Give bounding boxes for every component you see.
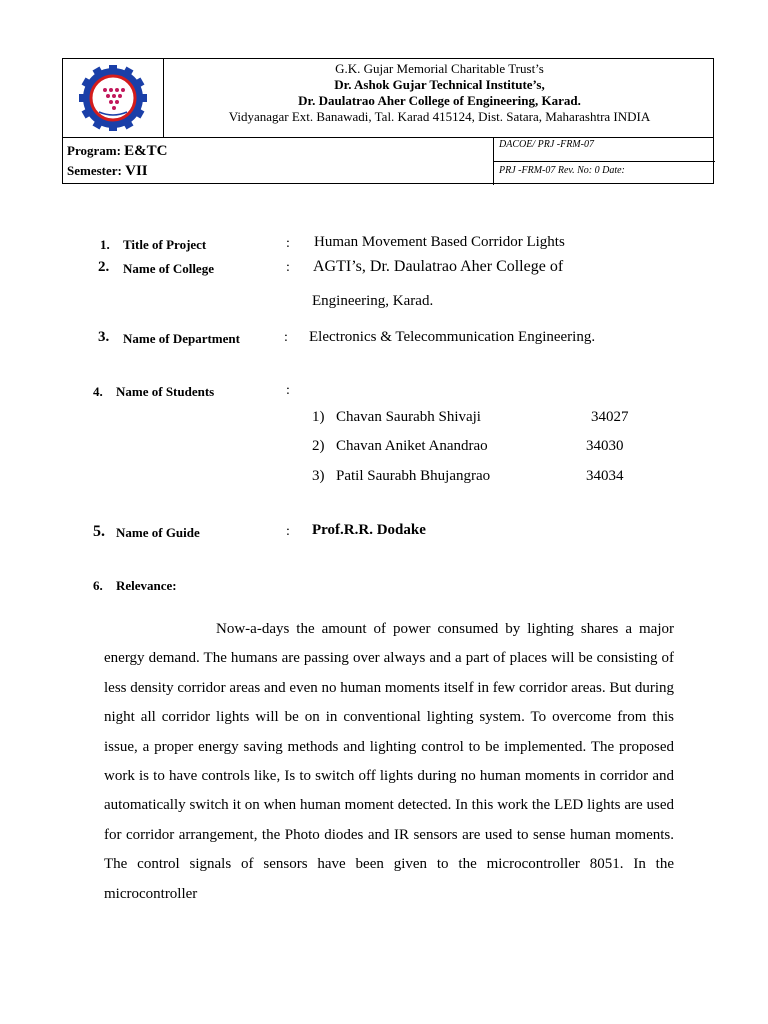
field-label-relevance: Relevance:	[116, 578, 177, 593]
guide-name: Prof.R.R. Dodake	[312, 522, 426, 538]
field-colon: :	[286, 236, 290, 251]
program-label: Program:	[67, 143, 121, 158]
relevance-paragraph	[104, 615, 674, 909]
field-number: 4.	[93, 384, 103, 399]
revision-code: PRJ -FRM-07 Rev. No: 0 Date:	[499, 165, 625, 176]
divider	[493, 161, 715, 162]
field-label-guide: Name of Guide	[116, 525, 200, 540]
college-logo-icon	[71, 65, 155, 131]
divider	[63, 137, 713, 138]
semester-label: Semester:	[67, 163, 122, 178]
field-label-title: Title of Project	[123, 237, 207, 252]
student-index: 2)	[312, 438, 325, 454]
student-index: 3)	[312, 468, 325, 484]
field-label-college: Name of College	[123, 261, 214, 276]
program-value: E&TC	[124, 143, 168, 159]
trust-name: G.K. Gujar Memorial Charitable Trust’s	[335, 61, 544, 76]
field-label-department: Name of Department	[123, 331, 240, 346]
field-colon: :	[284, 330, 288, 345]
program-field	[67, 143, 168, 160]
institute-name: Dr. Ashok Gujar Technical Institute’s,	[334, 77, 545, 92]
semester-field	[67, 163, 148, 180]
student-index: 1)	[312, 409, 325, 425]
institute-info	[164, 59, 715, 125]
field-number: 2.	[98, 259, 110, 275]
semester-value: VII	[125, 163, 148, 179]
student-roll: 34027	[591, 409, 629, 425]
document-header	[62, 58, 714, 184]
college-name: Dr. Daulatrao Aher College of Engineering, Karad.	[298, 93, 581, 108]
student-roll: 34034	[586, 468, 624, 484]
field-number: 5.	[93, 523, 105, 540]
project-title: Human Movement Based Corridor Lights	[314, 234, 565, 250]
student-roll: 34030	[586, 438, 624, 454]
department-value: Electronics & Telecommunication Engineering.	[309, 329, 596, 345]
relevance-text: Now-a-days the amount of power consumed by lighting shares a major energy demand. The humans are passing over always and a part of places will be consisting of less density corridor areas and even no human moments itself in few corridor areas. But during night all corridor lights will be on in conventional lighting system. To overcome from this issue, a proper energy saving methods and lighting control to be implemented. The proposed work is to have controls like, Is to switch off lights during no human moments in corridor and automatically switch it on when human moment detected. In this work the LED lights are used for corridor arrangement, the Photo diodes and IR sensors are used to sense human moments. The control signals of sensors have been given to the microcontroller 8051. In the microcontroller	[104, 621, 674, 902]
student-name: Chavan Aniket Anandrao	[336, 438, 488, 454]
field-colon: :	[286, 260, 290, 275]
field-colon: :	[286, 383, 290, 398]
field-number: 1.	[100, 237, 110, 252]
field-colon: :	[286, 524, 290, 539]
student-name: Chavan Saurabh Shivaji	[336, 409, 481, 425]
field-number: 3.	[98, 329, 110, 345]
college-value-line2: Engineering, Karad.	[312, 293, 434, 309]
document-code: DACOE/ PRJ -FRM-07	[499, 139, 594, 150]
college-address: Vidyanagar Ext. Banawadi, Tal. Karad 415124, Dist. Satara, Maharashtra INDIA	[228, 109, 651, 124]
student-name: Patil Saurabh Bhujangrao	[336, 468, 491, 484]
field-number: 6.	[93, 578, 103, 593]
college-value-line1: AGTI’s, Dr. Daulatrao Aher College of	[313, 258, 564, 275]
field-label-students: Name of Students	[116, 384, 215, 399]
